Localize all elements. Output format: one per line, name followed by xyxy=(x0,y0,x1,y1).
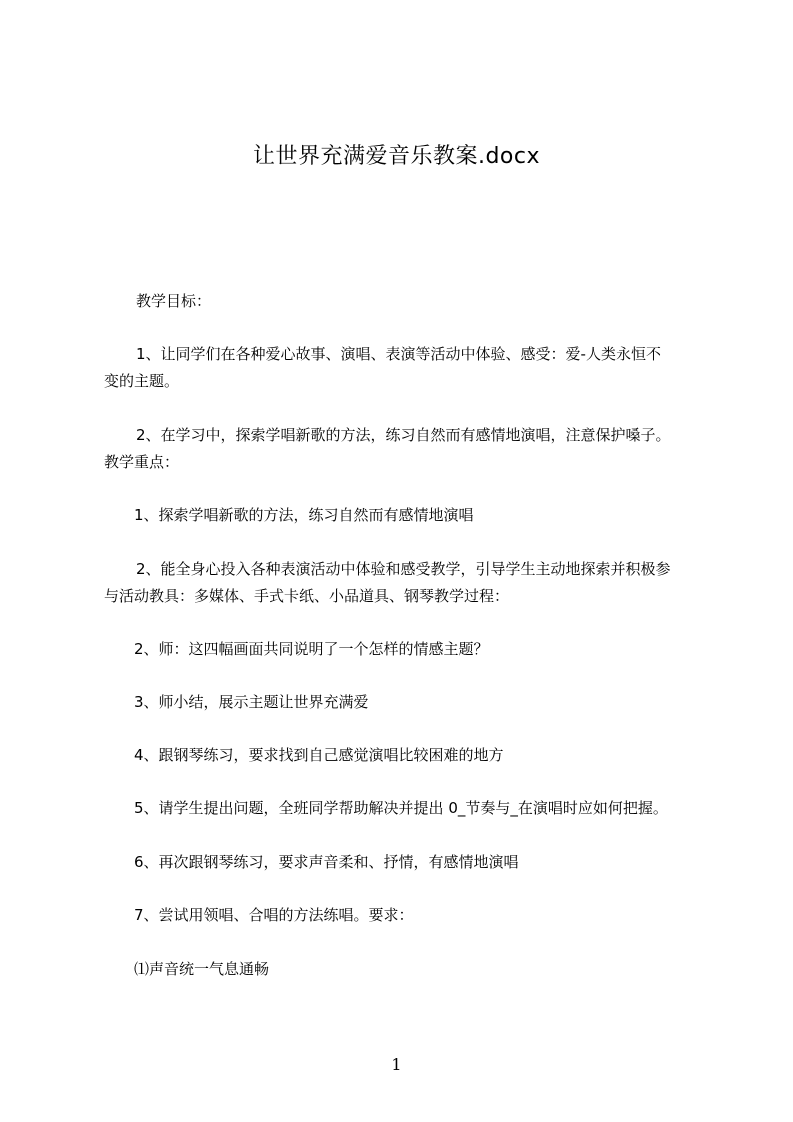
heading-teaching-goals: 教学目标： xyxy=(136,292,212,310)
step-7-requirement-1: ⑴声音统一气息通畅 xyxy=(134,960,270,978)
focus-2-line-2: 与活动教具：多媒体、手式卡纸、小品道具、钢琴教学过程： xyxy=(104,587,510,605)
goal-2: 2、在学习中，探索学唱新歌的方法，练习自然而有感情地演唱，注意保护嗓子。 xyxy=(136,426,671,444)
goal-1-line-1: 1、让同学们在各种爱心故事、演唱、表演等活动中体验、感受：爱-人类永恒不 xyxy=(136,345,661,363)
step-7: 7、尝试用领唱、合唱的方法练唱。要求： xyxy=(134,906,414,924)
heading-teaching-focus: 教学重点： xyxy=(104,453,180,471)
focus-1: 1、探索学唱新歌的方法，练习自然而有感情地演唱 xyxy=(134,506,474,524)
goal-1-line-2: 变的主题。 xyxy=(104,372,180,390)
step-5: 5、请学生提出问题，全班同学帮助解决并提出 0_节奏与_在演唱时应如何把握。 xyxy=(134,799,668,817)
step-2: 2、师：这四幅画面共同说明了一个怎样的情感主题？ xyxy=(134,640,489,658)
step-6: 6、再次跟钢琴练习，要求声音柔和、抒情，有感情地演唱 xyxy=(134,853,519,871)
page-number: 1 xyxy=(391,1055,402,1074)
focus-2-line-1: 2、能全身心投入各种表演活动中体验和感受教学，引导学生主动地探索并积极参 xyxy=(136,560,671,578)
step-3: 3、师小结，展示主题让世界充满爱 xyxy=(134,693,369,711)
step-4: 4、跟钢琴练习，要求找到自己感觉演唱比较困难的地方 xyxy=(134,746,504,764)
document-title: 让世界充满爱音乐教案.docx xyxy=(252,144,541,169)
